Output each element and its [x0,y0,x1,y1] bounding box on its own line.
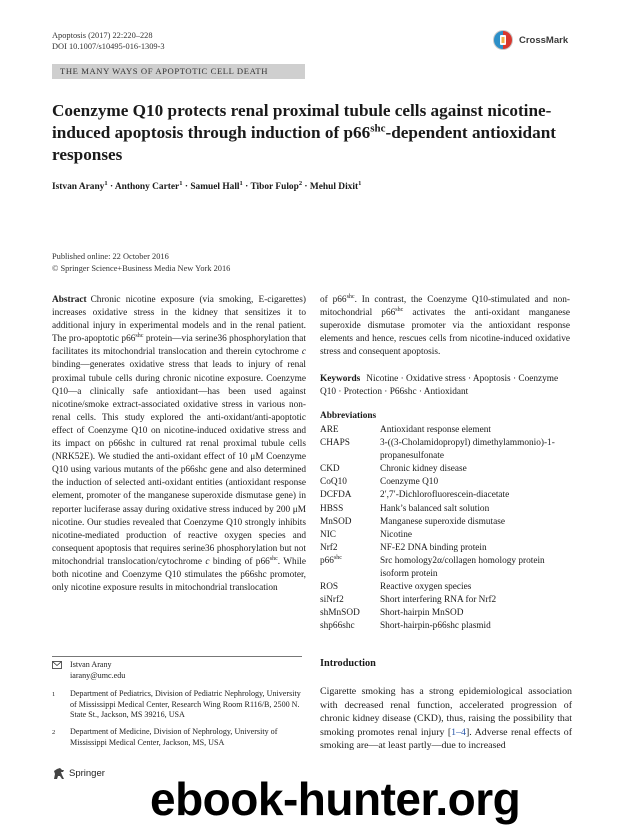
table-row: shp66shc Short-hairpin-p66shc plasmid [320,621,491,632]
copyright: © Springer Science+Business Media New York 2016 [52,263,231,273]
table-row: ARE Antioxidant response element [320,425,492,435]
crossmark-badge[interactable] [492,26,582,54]
published-date: Published online: 22 October 2016 [52,252,169,261]
footnote-divider [52,656,302,657]
abbreviations-heading: Abbreviations [320,411,377,421]
table-row: MnSOD Manganese superoxide dismutase [320,516,505,527]
table-row: HBSS Hank’s balanced salt solution [320,503,490,514]
crossmark-label: CrossMark [519,34,569,46]
journal-line: Apoptosis (2017) 22:220–228 [52,31,153,40]
table-row: $p66^{shc}$ Src homology2α/collagen homology protein isoform protein [320,554,545,580]
table-row: ROS Reactive oxygen species [320,582,472,593]
footnotes [52,660,306,748]
table-row: NIC Nicotine [320,529,413,540]
correspondence-email[interactable]: iarany@umc.edu [70,670,126,680]
table-row: CoQ10 Coenzyme Q10 [320,477,439,488]
journal-citation [52,30,165,52]
table-row: siNrf2 Short interfering RNA for Nrf2 [320,595,497,606]
author[interactable]: Tibor Fulop$^2$ [250,180,303,193]
watermark: ebook-hunter.org [150,773,521,825]
introduction-heading: Introduction [320,658,376,669]
crossmark-icon [492,29,514,51]
article-title: Coenzyme Q10 protects renal proximal tubule cells against nicotine-induced apoptosis through induction of $p66^{shc}$-dependent antioxidant responses [52,101,556,164]
envelope-icon [52,660,62,681]
keywords-text: Nicotine · Oxidative stress · Apoptosis · Coenzyme Q10 · Protection · P66shc · Antioxidant [320,374,559,398]
correspondence [52,660,306,681]
author[interactable]: Samuel Hall$^1$ [190,180,243,193]
publisher-logo [52,767,105,780]
table-row: DCFDA 2′,7′-Dichlorofluorescein-diacetate [320,490,510,501]
abstract-continued: of $p66^{shc}$. In contrast, the Coenzyme Q10-stimulated and non-mitochondrial $p66^{shc}$ activates the anti-oxidant manganese superoxide dismutase promoter via the antioxidant response elements and hence, rescues cells from nicotine-induced oxidative stress and consequent apoptosis. [320,293,570,358]
abbreviations-table [320,424,572,634]
affiliation: 1 Department of Pediatrics, Division of Pediatric Nephrology, University of Mississippi Medical Center, Research Wing Room R116/B, 2500 N. State St., Jackson, MS 39216, USA [52,689,301,720]
table-row: CKD Chronic kidney disease [320,464,467,475]
affiliation: 2 Department of Medicine, Division of Nephrology, University of Mississippi Medical Center, Jackson, MS, USA [52,726,278,747]
introduction-text: Cigarette smoking has a strong epidemiological association with decreased renal function, accelerated progression of chronic kidney disease (CKD), thus, raising the possibility that smoking promotes renal injury [1–4]. Adverse renal effects of smoking are—at least partly—due to increased [320,686,572,752]
correspondence-name: Istvan Arany [70,660,112,669]
publisher-name: Springer [69,768,105,779]
author[interactable]: Mehul Dixit$^1$ [309,180,362,193]
author-list: Istvan Arany$^1$ · Anthony Carter$^1$ · Samuel Hall$^1$ · Tibor Fulop$^2$ · Mehul Dixit$^1$ [52,180,362,193]
table-row: CHAPS 3-((3-Cholamidopropyl) dimethylammonio)-1-propanesulfonate [320,438,555,462]
abstract-label: Abstract [52,295,87,305]
publication-info [52,251,230,274]
abstract-text: Abstract Chronic nicotine exposure (via smoking, E-cigarettes) increases oxidative stress in the kidney that sensitizes it to additional injury in experimental models and in the renal patient. The pro-apoptotic $p66^{shc}$ protein—via serine36 phosphorylation that facilitates its mitochondrial translocation and therein cytochrome c binding—generates oxidative stress that leads to injury of renal proximal tubule cells during chronic nicotine exposure. Coenzyme Q10—a clinically safe antioxidant—has been used against nicotine/smoke extract-associated oxidative stress in various non-renal cells. This study explored the anti-oxidant/anti-apoptotic effect of Coenzyme Q10 on nicotine-induced oxidative stress and its impact on p66shc in cultured rat renal proximal tubule cells (NRK52E). We studied the anti-oxidant effect of 10 μM Coenzyme Q10 using various mutants of the p66shc gene and also determined the induction of selected anti-oxidant entities (antioxidant response element, promoter of the manganese superoxide dismutase gene) in reporter luciferase assay during oxidative stress induced by 200 μM nicotine. Our studies revealed that Coenzyme Q10 strongly inhibits nicotine-mediated production of reactive oxygen species and consequent apoptosis that requires serine36 phosphorylation but not mitochondrial translocation/cytochrome c binding of $p66^{shc}$. While both nicotine and Coenzyme Q10 stimulates the p66shc promoter, only nicotine exposure results in mitochondrial translocation [52,295,306,594]
author[interactable]: Istvan Arany$^1$ [52,180,108,193]
citation-link[interactable]: 1–4 [451,726,466,738]
doi[interactable]: DOI 10.1007/s10495-016-1309-3 [52,42,165,51]
author[interactable]: Anthony Carter$^1$ [114,180,183,193]
keywords [320,373,570,399]
keywords-label: Keywords [320,374,361,384]
table-row: shMnSOD Short-hairpin MnSOD [320,608,464,619]
section-banner: THE MANY WAYS OF APOPTOTIC CELL DEATH [52,64,305,79]
springer-horse-icon [52,767,66,780]
table-row: Nrf2 NF-E2 DNA binding protein [320,542,487,553]
